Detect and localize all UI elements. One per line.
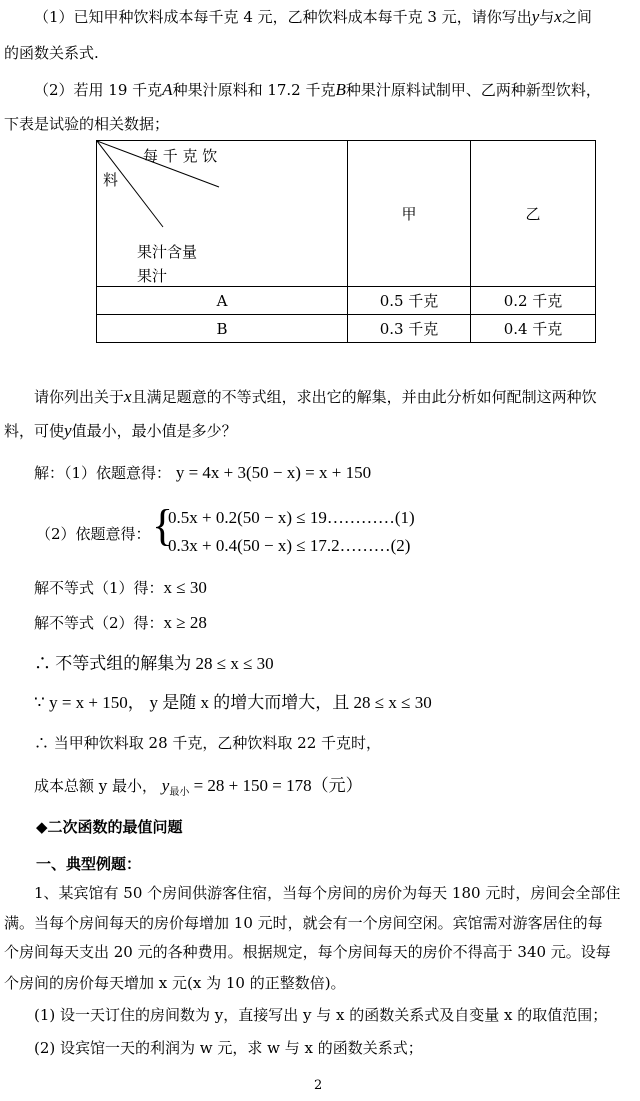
sol-step4 [34,612,207,633]
ex1-text-4: 个房间的房价每天增加 x 元(x 为 10 的正整数倍)。 [4,974,346,992]
ex1-text-2: 满。当每个房间每天的房价每增加 10 元时，就会有一个房间空闲。宾馆需对游客居住的每 [4,914,603,932]
q1-text-c: 之间 [561,8,592,26]
sol-step2-eq2 [168,536,410,556]
inequality-1: 0.5x + 0.2(50 − x) ≤ 19…………(1) [168,508,415,527]
ex1-question1-text: (1) 设一天订住的房间数为 y，直接写出 y 与 x 的函数关系式及自变量 x 的取值范围； [34,1006,608,1024]
sol-step7-text: ∴ 当甲种饮料取 28 千克，乙种饮料取 22 千克时， [34,734,382,752]
ask-line2 [4,420,237,441]
header-bottom-label-2: 果汁 [137,267,168,285]
q2-text-c: 种果汁原料试制甲、乙两种新型饮料， [345,81,601,99]
sol-step3-eq: x ≤ 30 [163,578,207,597]
q2-text-d: 下表是试验的相关数据； [4,115,170,133]
row-a-name: A [97,287,348,315]
q1-text-d: 的函数关系式. [4,44,99,62]
var-A: A [162,80,173,99]
sol-step8 [34,771,363,798]
ask-text-b1: 料，可使 [4,422,65,440]
diagonal-header-cell [97,141,348,287]
q1-line1 [34,6,592,27]
var-x: x [124,387,132,406]
sol-step1-equation: y = 4x + 3(50 − x) = x + 150 [175,463,372,482]
sol-step1-label: 解：（1）依题意得： [34,464,172,482]
header-liao-label: 料 [103,171,119,189]
ask-text-b2: 值最小，最小值是多少？ [71,422,237,440]
header-bottom-label-1: 果汁含量 [137,243,198,261]
table-header-row [97,141,596,287]
sol-step7 [34,732,381,753]
y-min-subscript: 最小 [169,787,190,798]
sol-step6-a: ∵ y = x + 150， [34,693,145,712]
sol-step4-eq: x ≥ 28 [163,613,207,632]
ex1-line2 [4,912,603,933]
sol-step2-eq1 [168,508,415,528]
var-y: y [531,7,540,26]
q1-text-a: （1）已知甲种饮料成本每千克 4 元，乙种饮料成本每千克 3 元，请你写出 [34,8,532,26]
sol-step6 [34,688,432,713]
header-top-label: 每 千 克 饮 [143,147,218,165]
ex1-question2-text: (2) 设宾馆一天的利润为 w 元，求 w 与 x 的函数关系式； [34,1039,423,1057]
col-yi-header: 乙 [471,141,596,287]
ask-text-a2: 且满足题意的不等式组，求出它的解集，并由此分析如何配制这两种饮 [131,388,597,406]
section-title [36,816,183,837]
solution-set-line: ∴ 不等式组的解集为 28 ≤ x ≤ 30 [34,654,274,673]
ex1-question2 [34,1037,423,1058]
table-row [97,315,596,343]
q2-line1 [34,79,601,100]
ask-line1 [34,386,597,407]
system-brace: { [152,501,174,550]
section-subtitle [36,853,141,874]
sol-step3-label: 解不等式（1）得： [34,579,164,597]
ex1-line3 [4,941,611,962]
ex1-line4 [4,972,346,993]
sol-step6-b: y 是随 x 的增大而增大，且 28 ≤ x ≤ 30 [149,693,432,712]
sol-step5 [34,649,274,674]
inequality-2: 0.3x + 0.4(50 − x) ≤ 17.2………(2) [168,536,411,555]
row-b-jia: 0.3 千克 [348,315,471,343]
sol-step8-b: = 28 + 150 = 178（元） [189,776,363,795]
q2-line2 [4,113,169,134]
row-a-jia: 0.5 千克 [348,287,471,315]
ex1-line1 [34,882,620,903]
page-number: 2 [314,1078,323,1093]
sol-step1 [34,462,371,483]
ex1-question1 [34,1004,607,1025]
sol-step2-label [36,523,151,544]
sol-step8-a: 成本总额 y 最小， [34,777,158,795]
ask-text-a1: 请你列出关于 [34,388,125,406]
section-title-text: ◆二次函数的最值问题 [36,818,183,836]
q1-line2 [4,42,99,63]
col-jia-header: 甲 [348,141,471,287]
sol-step4-label: 解不等式（2）得： [34,614,164,632]
y-min-var: y [161,776,170,795]
ex1-text-1: 1、某宾馆有 50 个房间供游客住宿，当每个房间的房价为每天 180 元时，房间会全部住 [34,884,621,902]
row-b-yi: 0.4 千克 [471,315,596,343]
sol-step3 [34,577,207,598]
q2-text-a: （2）若用 19 千克 [34,81,163,99]
var-x: x [554,7,562,26]
var-B: B [335,80,346,99]
row-a-yi: 0.2 千克 [471,287,596,315]
table-row [97,287,596,315]
var-y: y [64,421,72,440]
section-subtitle-text: 一、典型例题： [36,855,142,873]
q2-text-b: 种果汁原料和 17.2 千克 [172,81,336,99]
juice-data-table [96,140,596,343]
row-b-name: B [97,315,348,343]
diagonal-lines [97,141,347,286]
q1-text-b: 与 [539,8,555,26]
ex1-text-3: 个房间每天支出 20 元的各种费用。根据规定，每个房间每天的房价不得高于 340 元。设每 [4,943,611,961]
sol-step2-label-text: （2）依题意得： [36,525,151,543]
